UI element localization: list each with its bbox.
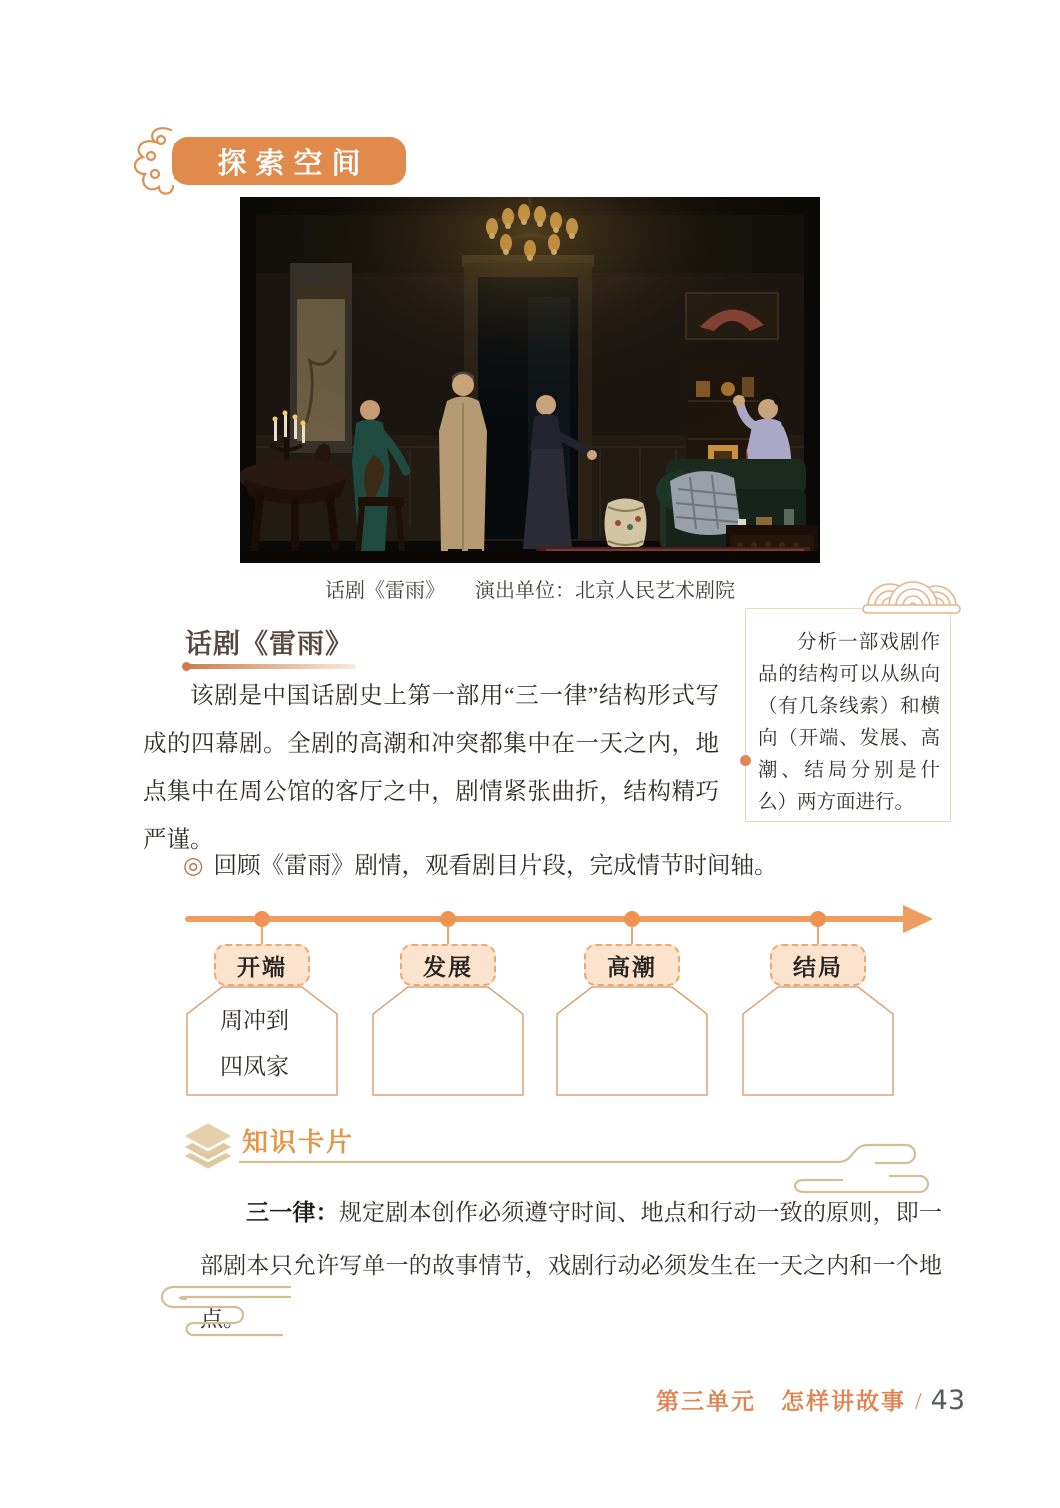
stage-note-line: 四凤家 [220,1054,289,1079]
footer-separator: / [914,1389,922,1415]
photo-caption [240,574,820,603]
triple-arc-cloud-icon [862,560,962,619]
sidebar-note-box [745,608,951,822]
footer-unit-title: 第三单元 怎样讲故事 [655,1389,906,1414]
task-line [183,846,778,880]
timeline-connector [447,927,449,945]
stage-note-line: 周冲到 [220,1008,289,1033]
timeline-connector [817,927,819,945]
definition-text: 规定剧本创作必须遵守时间、地点和行动一致的原则，即一部剧本只允许写单一的故事情节，戏剧行动必须发生在一天之内和一个地点。 [200,1200,943,1331]
stage-note-kaiduan [220,998,330,1090]
article-body: 该剧是中国话剧史上第一部用“三一律”结构形式写成的四幕剧。全剧的高潮和冲突都集中在一天之内，地点集中在周公馆的客厅之中，剧情紧张曲折，结构精巧严谨。 [143,683,719,853]
timeline-connector [261,927,263,945]
section-badge [172,137,406,185]
stage-box-gaochao [556,986,708,1096]
task-text: 回顾《雷雨》剧情，观看剧目片段，完成情节时间轴。 [213,853,778,879]
footer-page-number: 43 [930,1385,965,1416]
stage-label-text: 高潮 [607,954,657,980]
timeline-dot [254,911,270,927]
stage-label-fazhan [400,944,496,986]
sidebar-border-dot [740,755,751,766]
sidebar-note-text: 分析一部戏剧作品的结构可以从纵向（有几条线索）和横向（开端、发展、高潮、结局分别是什么）两方面进行。 [758,632,940,813]
timeline-dot [440,911,456,927]
term-label: 三一律： [246,1199,339,1225]
stage-box-jieju [742,986,894,1096]
stage-label-jieju [770,944,866,986]
stage-label-gaochao [584,944,680,986]
caption-title: 话剧《雷雨》 [325,580,445,602]
stage-label-text: 结局 [793,954,843,980]
knowledge-card-heading: 知识卡片 [242,1127,355,1157]
double-circle-bullet-icon: ◎ [183,853,204,879]
stage-photo [240,197,820,563]
stage-label-kaiduan [214,944,310,986]
stage-label-text: 开端 [237,954,287,980]
timeline-axis [185,916,907,922]
timeline-dot [624,911,640,927]
stage-label-text: 发展 [423,954,473,980]
heading-underline [184,664,356,669]
page-footer [656,1383,965,1416]
knowledge-card-definition [200,1186,942,1345]
stage-box-fazhan [372,986,524,1096]
article-heading: 话剧《雷雨》 [185,629,353,659]
cloud-swirl-icon [130,1280,295,1347]
timeline-dot [810,911,826,927]
caption-credit: 演出单位：北京人民艺术剧院 [475,580,735,602]
section-badge-label: 探索空间 [217,147,370,180]
timeline-connector [631,927,633,945]
stacked-cards-icon [180,1120,236,1183]
timeline-arrow-icon [903,905,933,933]
